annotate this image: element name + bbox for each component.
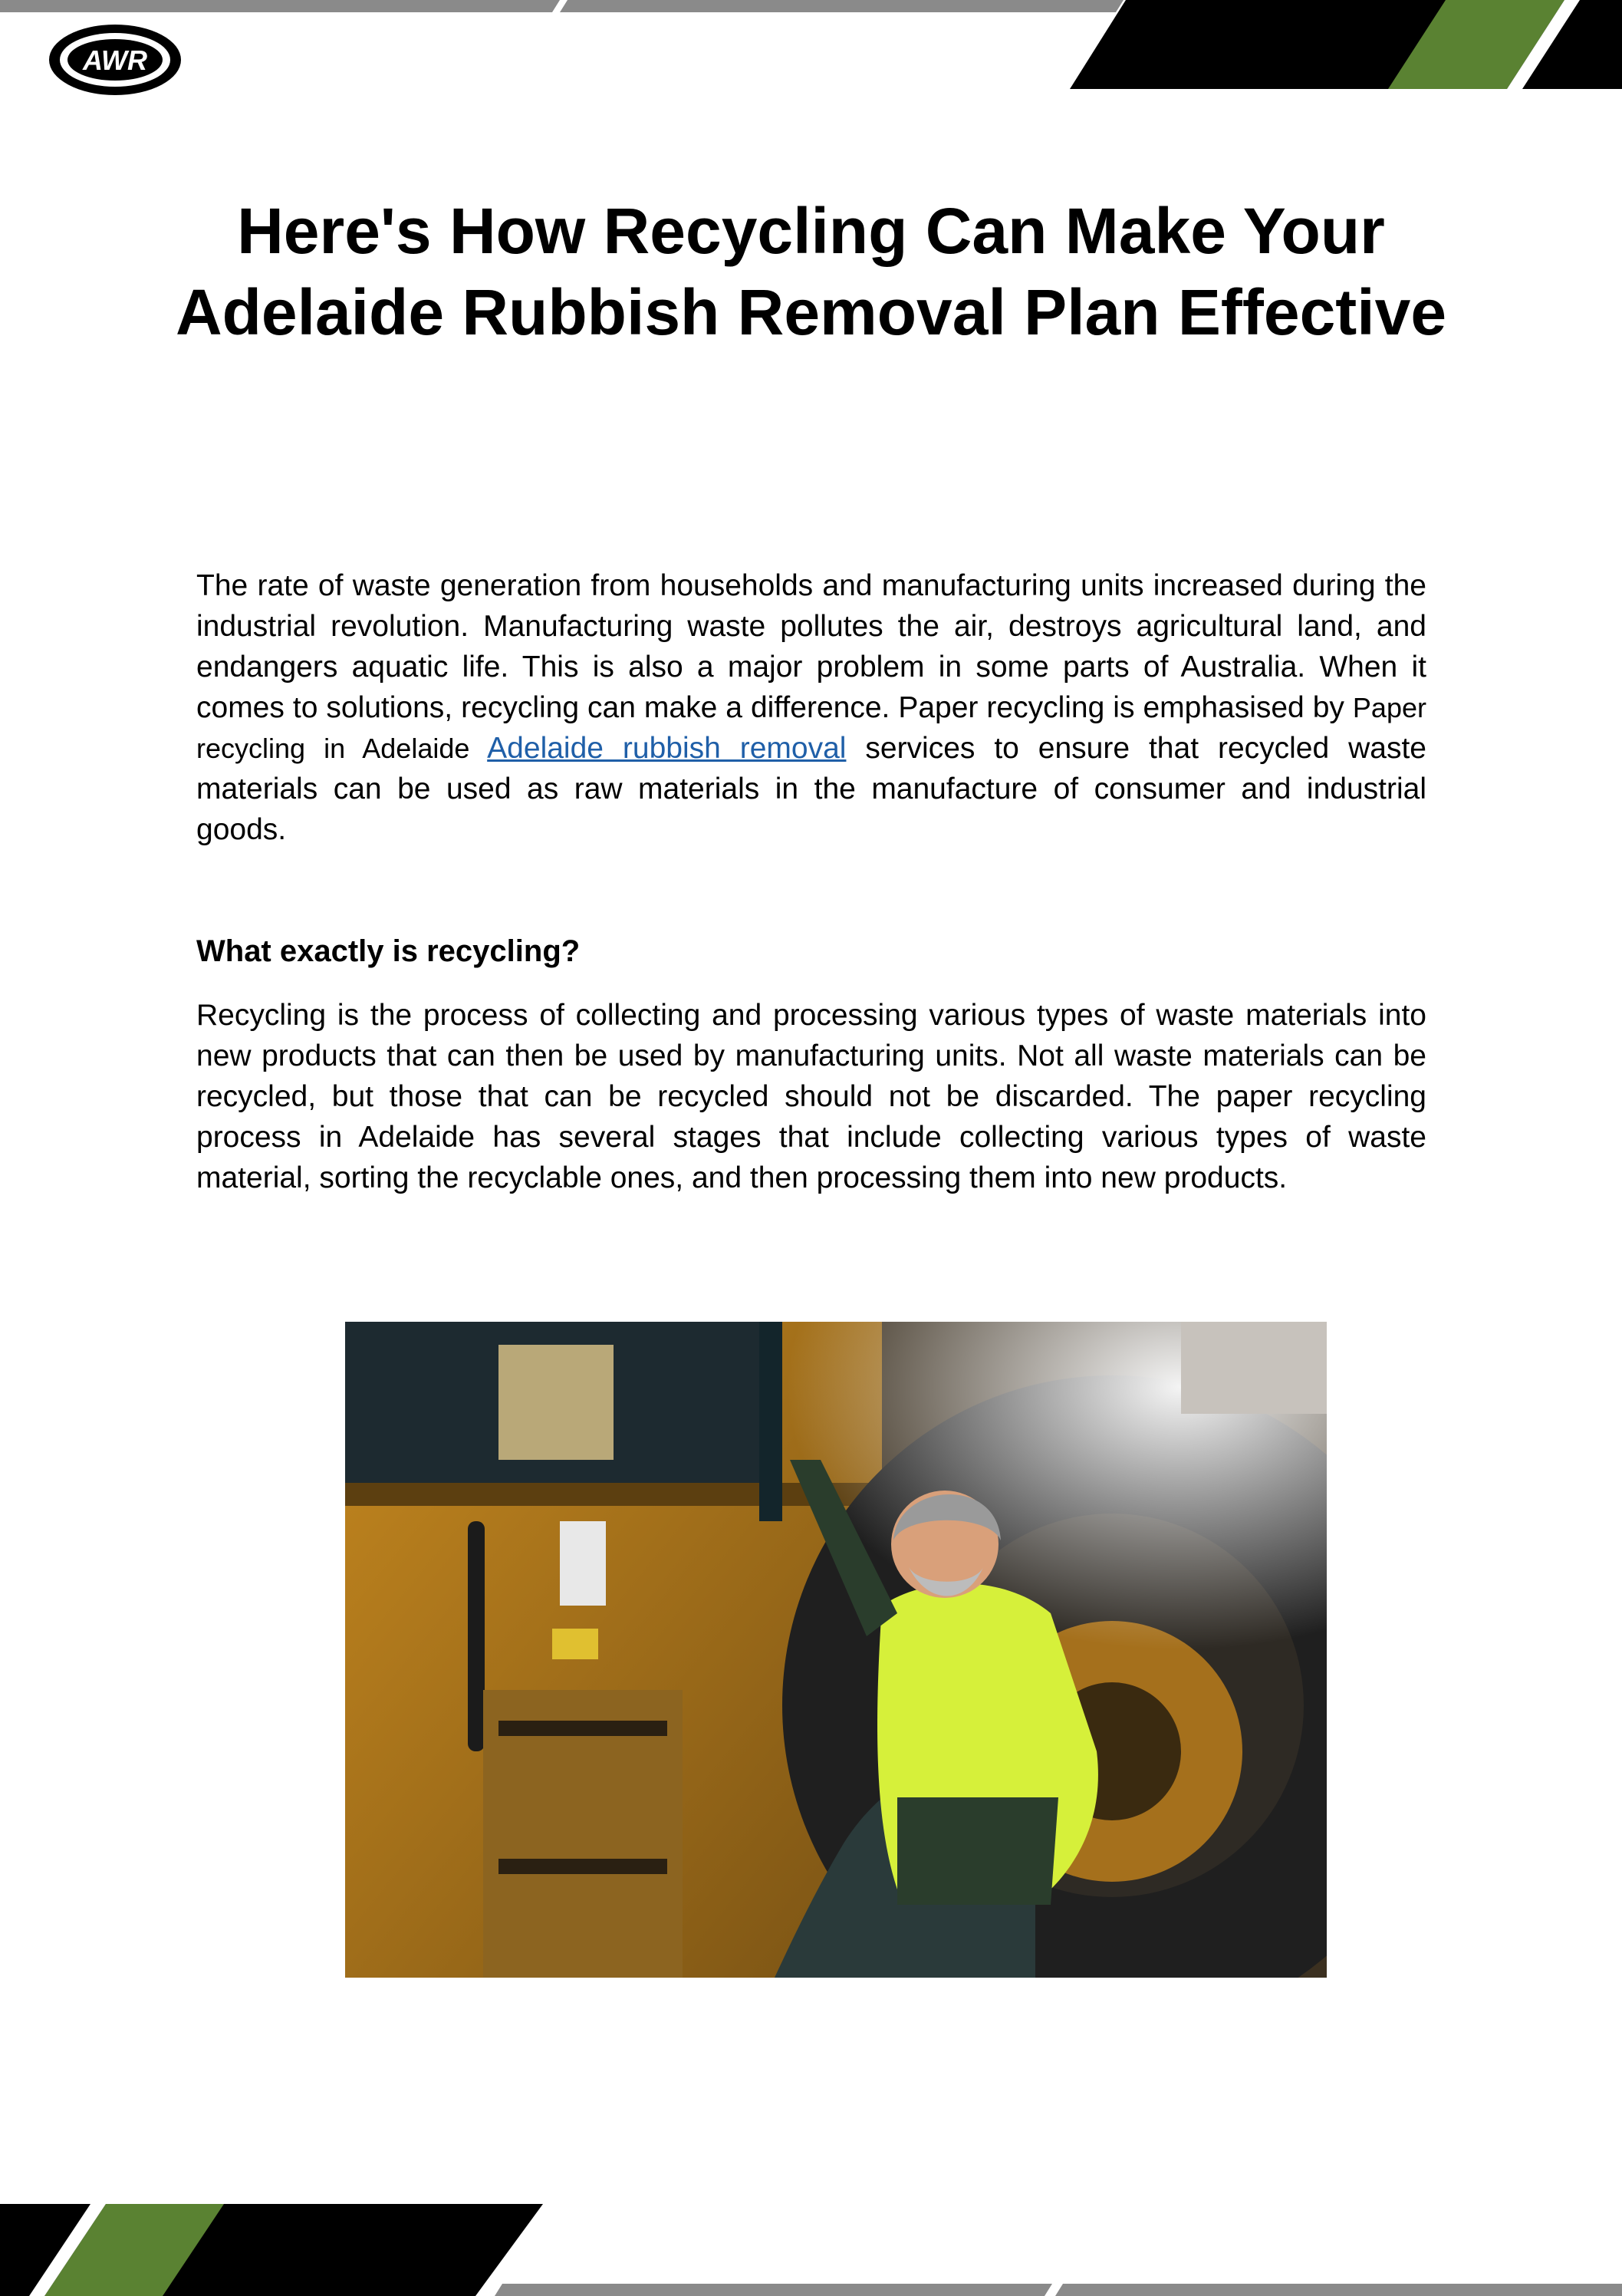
top-gray-bar-right <box>560 0 1124 12</box>
intro-text-start: The rate of waste generation from households and manufacturing units increased during the industrial revolution. Manufacturing waste pollutes the air, destroys agricultural land, and endangers aquatic life. This is also a major problem in some parts of Australia. When it comes to solutions, recycling can make a difference. Paper recycling is emphasised by <box>196 569 1426 724</box>
bottom-gray-bar-right <box>1055 2284 1622 2296</box>
worker-photo <box>345 1322 1327 1978</box>
header-decoration <box>0 0 1622 100</box>
section-paragraph: Recycling is the process of collecting and processing various types of waste materials into new products that can then be used by manufacturing units. Not all waste materials can be recycled, but those that can be recycled should not be discarded. The paper recycling process in Adelaide has several stages that include collecting various types of waste material, sorting the recyclable ones, and then processing them into new products. <box>196 999 1426 1194</box>
section-heading: What exactly is recycling? <box>196 934 581 968</box>
page-title: Here's How Recycling Can Make Your Adelaide Rubbish Removal Plan Effective <box>175 195 1447 348</box>
logo-text: AWR <box>83 44 147 76</box>
adelaide-rubbish-removal-link[interactable]: Adelaide rubbish removal <box>487 732 847 765</box>
awr-logo <box>46 21 184 98</box>
intro-small-text: Paper recycling in Adelaide <box>196 692 1426 764</box>
footer-decoration <box>0 2204 1622 2296</box>
bottom-gray-bar-left <box>495 2284 1052 2296</box>
top-gray-bar-left <box>0 0 560 12</box>
intro-text-end: services to ensure that recycled waste materials can be used as raw materials in the manufacture of consumer and industrial goods. <box>196 732 1426 846</box>
intro-paragraph <box>196 565 1426 850</box>
dark-lower-shirt <box>897 1797 1058 1905</box>
